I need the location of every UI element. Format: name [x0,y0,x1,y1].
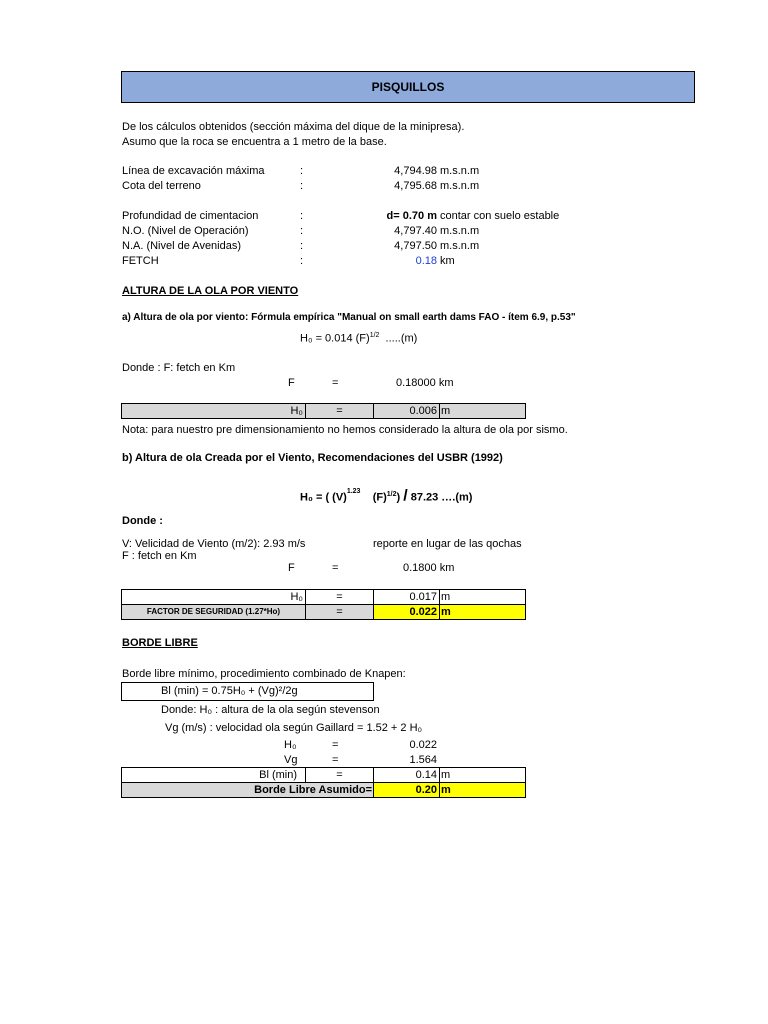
bl-min-label-cell [121,767,306,783]
vg-row-value: 1.564 [409,754,437,766]
borde-formula-box: Bl (min) = 0.75H₀ + (Vg)²/2g [121,682,374,701]
subheading-a: a) Altura de ola por viento: Fórmula empírica "Manual on small earth dams FAO - ítem 6.9, p.53" [122,312,576,323]
param-label: Profundidad de cimentacion [122,210,259,222]
vg-row-label: Vg [284,754,298,766]
v-line: V: Velicidad de Viento (m/2): 2.93 m/s [122,538,306,550]
param-label: Línea de excavación máxima [122,165,265,177]
h0-row-eq: = [332,739,339,751]
param-value: 4,794.98 [394,165,437,177]
f-label: F [288,377,295,389]
formula-b-close: ) [396,491,401,504]
factor-seguridad-value: 0.022 [373,604,440,620]
param-sep: : [300,255,304,267]
param-unit: contar con suelo estable [440,210,560,222]
f-value-b: 0.1800 km [403,562,455,574]
param-sep: : [300,180,304,192]
formula-a-end: .....(m) [385,332,418,345]
bl-min-eq: = [305,767,374,783]
f-label-b: F [288,562,295,574]
formula-b-end: 87.23 ….(m) [410,491,473,504]
formula-b-exp2: 1/2 [386,491,397,498]
borde-line-1: Borde libre mínimo, procedimiento combinado de Knapen: [122,668,406,680]
h0-b-value: 0.017 [373,589,440,605]
param-sep: : [300,225,304,237]
param-unit: m.s.n.m [440,165,480,177]
nota: Nota: para nuestro pre dimensionamiento no hemos considerado la altura de ola por sismo. [122,424,568,436]
h0-eq-cell: = [305,403,374,419]
h0-b-eq: = [305,589,374,605]
section-heading-borde-libre: BORDE LIBRE [122,637,198,649]
bl-min-unit: m [439,767,526,783]
h0-b-label-cell [121,589,306,605]
h0-label-cell [121,403,306,419]
param-label: FETCH [122,255,159,267]
formula-b [300,488,472,505]
param-value: 4,797.50 [394,240,437,252]
param-label: Cota del terreno [122,180,201,192]
v-note: reporte en lugar de las qochas [373,538,522,550]
formula-b-mid: (F) [372,491,387,504]
formula-b-left: H₀ = ( (V) [300,491,347,504]
f-eq: = [332,377,339,389]
section-heading-altura-ola: ALTURA DE LA OLA POR VIENTO [122,285,299,297]
intro-line-2: Asumo que la roca se encuentra a 1 metro de la base. [122,136,387,148]
factor-seguridad-eq: = [305,604,374,620]
factor-seguridad-unit: m [439,604,526,620]
h0-b-unit: m [439,589,526,605]
factor-seguridad-label: FACTOR DE SEGURIDAD (1.27*Ho) [146,607,281,616]
formula-a [300,329,417,346]
param-value: d= 0.70 m [386,210,437,222]
param-value: 4,795.68 [394,180,437,192]
h0-label: H₀ [290,405,303,417]
subheading-b: b) Altura de ola Creada por el Viento, Recomendaciones del USBR (1992) [122,452,503,464]
f-line: F : fetch en Km [122,550,197,562]
factor-seguridad-label-cell [121,604,306,620]
borde-asumido-label-cell [121,782,374,798]
borde-asumido-unit: m [439,782,526,798]
param-unit: km [440,255,455,267]
borde-asumido-value: 0.20 [373,782,440,798]
param-sep: : [300,165,304,177]
borde-asumido-label: Borde Libre Asumido= [254,784,372,796]
page-title: PISQUILLOS [121,71,695,103]
param-sep: : [300,240,304,252]
bl-min-value: 0.14 [373,767,440,783]
formula-b-exp1: 1.23 [346,488,361,495]
param-sep: : [300,210,304,222]
h0-unit: m [439,403,526,419]
bl-min-label: Bl (min) [259,769,297,781]
formula-a-main: H₀ = 0.014 (F) [300,332,370,345]
f-eq-b: = [332,562,339,574]
intro-line-1: De los cálculos obtenidos (sección máxima del dique de la minipresa). [122,121,465,133]
param-unit: m.s.n.m [440,240,480,252]
h0-b-label: H₀ [290,591,303,603]
param-unit: m.s.n.m [440,225,480,237]
vg-row-eq: = [332,754,339,766]
h0-value: 0.006 [373,403,440,419]
donde-b: Donde : [122,515,163,527]
param-value: 0.18 [415,255,437,267]
h0-row-label: H₀ [284,739,297,751]
param-label: N.A. (Nivel de Avenidas) [122,240,242,252]
param-value: 4,797.40 [394,225,437,237]
param-label: N.O. (Nivel de Operación) [122,225,249,237]
donde-a: Donde : F: fetch en Km [122,362,236,374]
formula-a-exponent: 1/2 [369,332,380,339]
vg-line: Vg (m/s) : velocidad ola según Gaillard = 1.52 + 2 H₀ [165,722,423,734]
borde-donde: Donde: H₀ : altura de la ola según stevenson [161,704,380,716]
f-value: 0.18000 km [396,377,454,389]
h0-row-value: 0.022 [409,739,437,751]
formula-b-slash: / [403,487,408,505]
param-unit: m.s.n.m [440,180,480,192]
